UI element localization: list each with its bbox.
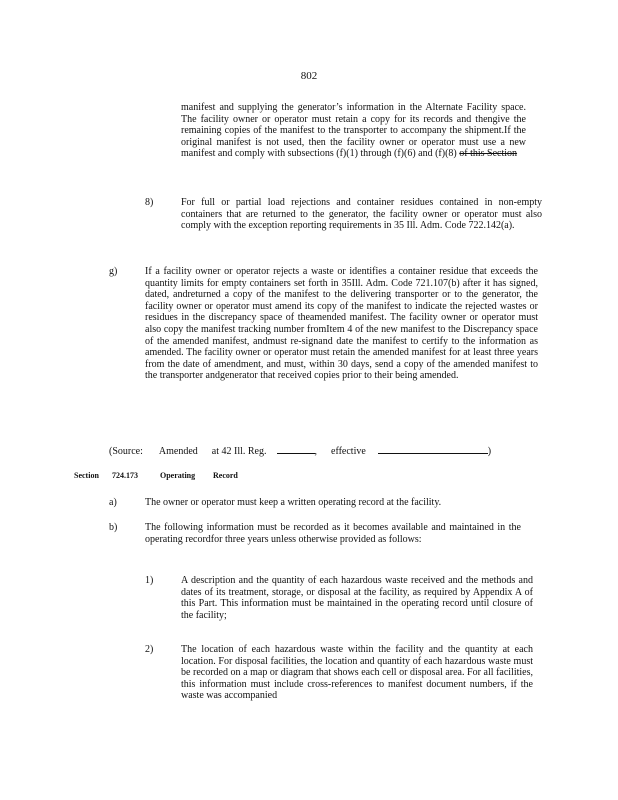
section-label: Section [74, 471, 99, 480]
source-effective: effective [331, 446, 366, 457]
item-marker-8: 8) [145, 197, 154, 208]
section-title-word1: Operating [160, 471, 196, 480]
page-number: 802 [300, 70, 318, 82]
source-register: at 42 Ill. Reg. [211, 446, 267, 457]
section-title-word2: Record [213, 471, 238, 480]
section-number: 724.173 [112, 471, 138, 480]
source-amended: Amended [158, 446, 198, 457]
paragraph-1: A description and the quantity of each hazardous waste received and the methods and dates of its treatment, storage, or disposal at the facility, as required by Appendix A of this Part. This information must be maintained in the operating record until closure of the facility; [181, 575, 533, 621]
paragraph-text: manifest and supplying the generator’s information in the Alternate Facility space. The facility owner or operator must retain a copy for its records and thengive the remaining copies of the manifest to the transporter to accompany the shipment.If the original manifest is not used, then the facility owner or operator must use a new manifest and comply with subsections (f)(1) through (f)(6) and (f)(8) [181, 102, 526, 160]
item-marker-g: g) [109, 266, 118, 277]
paragraph-g: If a facility owner or operator rejects a waste or identifies a container residue that exceeds the quantity limits for empty containers set forth in 35Ill. Adm. Code 721.107(b) after it has signed, dated, andreturned a copy of the manifest to the delivering transporter or to the generator, the facility owner or operator must amend its copy of the manifest to indicate the rejected wastes or residues in the discrepancy space of theamended manifest. The facility owner or operator must also copy the manifest tracking number fromItem 4 of the new manifest to the Discrepancy space of the amended manifest, andmust re-signand date the manifest to certify to the information as amended. The facility owner or operator must retain the amended manifest for at least three years from the date of amendment, and must, within 30 days, send a copy of the amended manifest to the transporter andgenerator that received copies prior to their being amended. [145, 266, 538, 382]
source-note: (Source: Amended at 42 Ill. Reg. , effective ) [109, 446, 492, 457]
struck-text: of this Section [459, 148, 518, 160]
item-marker-1: 1) [145, 575, 154, 586]
paragraph-2: The location of each hazardous waste within the facility and the quantity at each location. For disposal facilities, the location and quantity of each hazardous waste must be recorded on a map or diagram that shows each cell or disposal area. For all facilities, this information must include cross-references to manifest document numbers, if the waste was accompanied [181, 644, 533, 702]
paragraph-b: The following information must be recorded as it becomes available and maintained in the operating recordfor three years unless otherwise provided as follows: [145, 522, 521, 545]
item-marker-2: 2) [145, 644, 154, 655]
effective-date-blank [378, 444, 488, 454]
register-blank [277, 444, 315, 454]
item-marker-b: b) [109, 522, 118, 533]
source-close: ) [487, 446, 492, 457]
paragraph-continuation [181, 102, 526, 160]
paragraph-a: The owner or operator must keep a written operating record at the facility. [145, 497, 442, 508]
source-open: (Source: [109, 446, 143, 457]
item-marker-a: a) [109, 497, 117, 508]
paragraph-8: For full or partial load rejections and container residues contained in non-empty containers that are returned to the generator, the facility owner or operator must also comply with the exception reporting requirements in 35 Ill. Adm. Code 722.142(a). [181, 197, 542, 232]
